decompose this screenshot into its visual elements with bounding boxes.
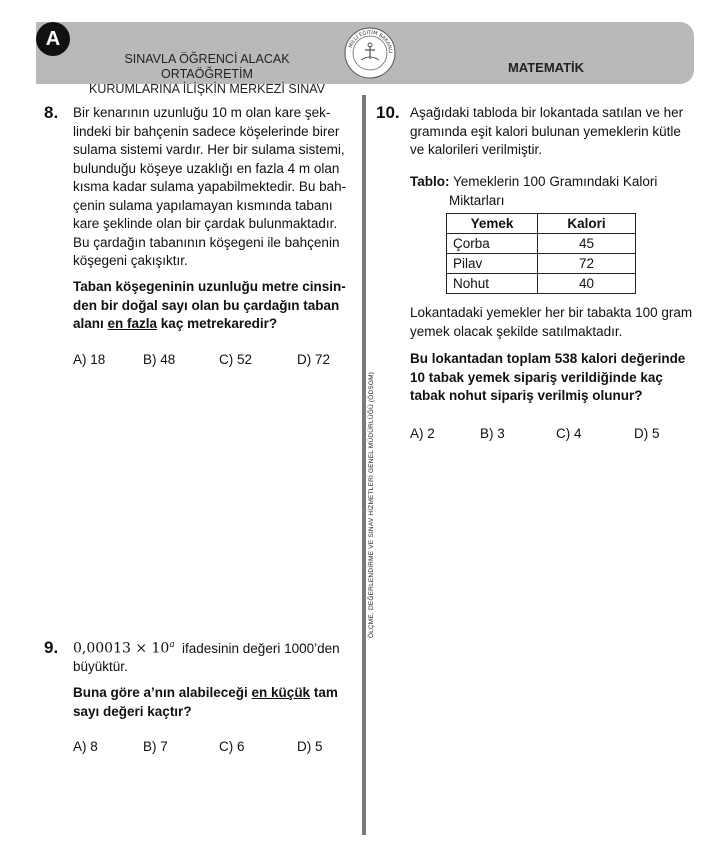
q8-emphasis: en fazla (107, 316, 158, 331)
table-cell-food: Nohut (447, 274, 538, 294)
question-9-number: 9. (44, 638, 59, 657)
exam-title-line1: SINAVLA ÖĞRENCİ ALACAK ORTAÖĞRETİM (124, 52, 290, 81)
q8-prompt-line: den bir doğal sayı olan bu çardağın taban (73, 297, 340, 313)
q9-expression: $0,00013 \times 10^a$ (73, 640, 175, 657)
choice-a[interactable]: A) 2 (410, 426, 435, 441)
q8-line: Bu çardağın tabanının köşegeni ile bahçenin (73, 234, 340, 250)
table-cell-food: Pilav (447, 254, 538, 274)
divider-vertical-text: ÖLÇME, DEĞERLENDİRME VE SINAV HİZMETLERİ GENEL MÜDÜRLÜĞÜ (ÖDSGM) (368, 371, 375, 639)
question-9-prompt (73, 684, 358, 721)
q8-prompt-line: alanı en fazla kaç metrekaredir? (73, 316, 278, 331)
choice-c[interactable]: C) 6 (219, 739, 245, 754)
calorie-table (446, 213, 636, 294)
q8-line: çenin sulama yapılamayan kısmında tabanı (73, 197, 333, 213)
q10-prompt-line: Bu lokantadan toplam 538 kalori değerinde (410, 351, 686, 366)
q8-line: sulama sistemi vardır. Her bir sulama sistemi, (73, 142, 345, 157)
table-cell-calorie: 45 (538, 234, 636, 254)
choice-d[interactable]: D) 5 (297, 739, 323, 754)
subject-title: MATEMATİK (507, 60, 585, 75)
question-10-number: 10. (376, 103, 400, 122)
choice-b[interactable]: B) 3 (480, 426, 505, 441)
choice-d[interactable]: D) 72 (297, 352, 331, 367)
q9-emphasis: en küçük (251, 685, 311, 700)
q9-prompt-line: Buna göre a’nın alabileceği en küçük tam (73, 685, 338, 700)
question-8-text (73, 104, 353, 271)
exam-title-line2: KURUMLARINA İLİŞKİN MERKEZİ SINAV (89, 82, 325, 96)
choice-c[interactable]: C) 52 (219, 352, 253, 367)
q8-line: kare şeklinde olan bir çardak bulunmaktadır. (73, 216, 338, 231)
q8-line: kısma kadar sulama yapabilmektedir. Bu bah- (73, 179, 347, 194)
choice-b[interactable]: B) 7 (143, 739, 168, 754)
choice-c[interactable]: C) 4 (556, 426, 582, 441)
question-10-text (410, 104, 710, 160)
choice-a[interactable]: A) 8 (73, 739, 98, 754)
q10-line: gramında eşit kalori bulunan yemeklerin kütle (410, 123, 681, 139)
table-row (447, 234, 636, 254)
table-cell-calorie: 40 (538, 274, 636, 294)
table-row (447, 274, 636, 294)
table-cell-food: Çorba (447, 234, 538, 254)
column-divider (362, 95, 366, 835)
q8-line: Bir kenarının uzunluğu 10 m olan kare şek- (73, 105, 331, 120)
table-caption (410, 173, 710, 210)
q10-prompt-line: tabak nohut sipariş verilmiş olunur? (410, 388, 643, 403)
q10-after-line: yemek olacak şekilde satılmaktadır. (410, 323, 623, 339)
question-8-number: 8. (44, 103, 59, 122)
question-10-prompt (410, 350, 710, 406)
table-row (447, 254, 636, 274)
table-caption-line2: Miktarları (449, 192, 505, 208)
table-header-food: Yemek (447, 214, 538, 234)
choice-b[interactable]: B) 48 (143, 352, 176, 367)
q8-line: bulunduğu köşeye uzaklığı en fazla 4 m olan (73, 160, 340, 176)
table-cell-calorie: 72 (538, 254, 636, 274)
ministry-seal-icon (343, 26, 397, 80)
question-10-after-text (410, 304, 710, 341)
svg-text:T.C. MİLLİ EĞİTİM BAKANLIĞI: . MİLLİ EĞİTİM BAKANLI (347, 29, 394, 54)
q10-prompt-line: 10 tabak yemek sipariş verildiğinde kaç (410, 369, 663, 385)
q8-line: lindeki bir bahçenin sadece köşelerinde birer (73, 123, 340, 139)
q9-prompt-line: sayı değeri kaçtır? (73, 703, 192, 719)
question-8-prompt (73, 278, 358, 334)
exam-header (36, 22, 694, 96)
q10-after-line: Lokantadaki yemekler her bir tabakta 100 gram (410, 305, 693, 320)
q10-line: ve kalorileri verilmiştir. (410, 142, 543, 157)
booklet-letter: A (36, 22, 70, 56)
exam-title (82, 52, 332, 97)
q8-line: köşegeni çakışıktır. (73, 253, 188, 268)
table-caption-line1: Tablo: Yemeklerin 100 Gramındaki Kalori (410, 174, 658, 189)
q8-prompt-line: Taban köşegeninin uzunluğu metre cinsin- (73, 279, 346, 294)
choice-a[interactable]: A) 18 (73, 352, 106, 367)
choice-d[interactable]: D) 5 (634, 426, 660, 441)
q10-line: Aşağıdaki tabloda bir lokantada satılan ve her (410, 105, 684, 120)
table-header-row (447, 214, 636, 234)
q9-line2: büyüktür. (73, 659, 128, 674)
table-header-calorie: Kalori (538, 214, 636, 234)
q9-line1-rest: ifadesinin değeri 1000’den (182, 641, 340, 656)
